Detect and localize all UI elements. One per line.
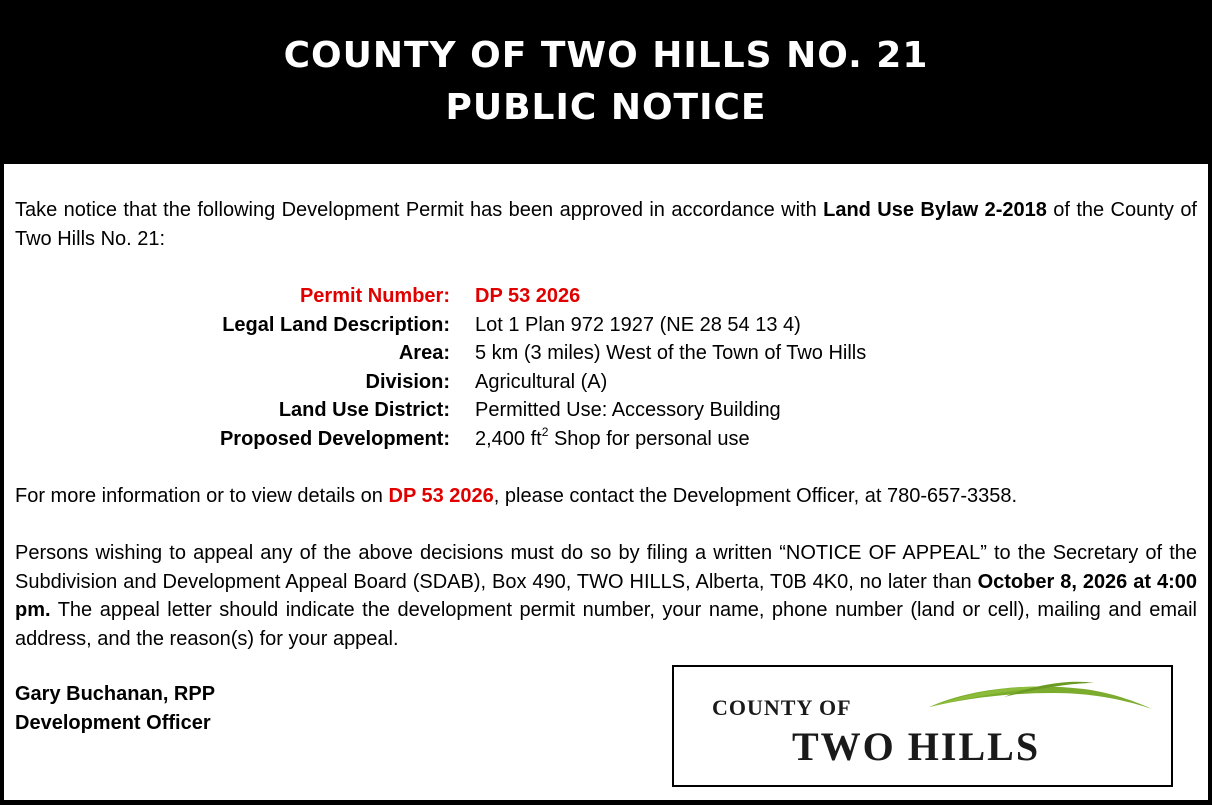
appeal-text-end: The appeal letter should indicate the development permit number, your name, phone number (land or cell), mailing and email address, and the reason(s) for your appeal. [15,599,1197,650]
detail-label: Permit Number: [299,285,450,307]
header-title: COUNTY OF TWO HILLS NO. 21 [283,35,929,76]
detail-label: Legal Land Description: [222,313,450,336]
info-text-end: , please contact the Development Officer, at 780-657-3358. [493,485,1018,507]
county-logo [672,665,1173,787]
info-permit-number: DP 53 2026 [388,485,494,507]
bylaw-reference: Land Use Bylaw 2-2018 [823,199,1047,221]
detail-label: Land Use District: [278,399,450,422]
detail-row-permit-number [4,282,1208,311]
notice-body [4,164,1208,800]
info-text: For more information or to view details on [15,485,389,507]
appeal-paragraph [15,539,1197,653]
detail-row-division [4,368,1208,397]
header-subtitle: PUBLIC NOTICE [445,87,767,128]
detail-label: Division: [365,370,450,393]
signature-block [15,680,215,738]
notice-header [0,0,1212,163]
detail-row-area [4,339,1208,368]
appeal-deadline: October 8, 2026 at 4:00 pm. [15,570,1197,622]
superscript: 2 [541,425,549,440]
detail-value: Lot 1 Plan 972 1927 (NE 28 54 13 4) [475,313,801,336]
intro-paragraph [15,196,1197,253]
info-paragraph [15,482,1197,511]
detail-value: 5 km (3 miles) West of the Town of Two Hills [475,342,867,365]
detail-value-use: Shop for personal use [548,427,750,450]
appeal-text: Persons wishing to appeal any of the above decisions must do so by filing a written “NOTICE OF APPEAL” to the Secretary of the Subdivision and Development Appeal Board (SDAB), Box 490, TWO HILLS, Alberta, T0B 4K0, no later than [15,542,1197,593]
detail-row-proposed-development [4,425,1208,454]
detail-value: Agricultural (A) [475,370,608,393]
logo-county-of: COUNTY OF [712,695,852,720]
intro-text-end: of the County of Two Hills No. 21: [15,199,1197,250]
detail-label: Area: [398,342,450,365]
detail-value [475,425,750,454]
detail-row-land-use-district [4,396,1208,425]
signature-name: Gary Buchanan, RPP [15,683,216,705]
signature-title: Development Officer [15,712,211,734]
detail-value: DP 53 2026 [475,285,581,307]
logo-two-hills: TWO HILLS [792,724,1041,769]
detail-label: Proposed Development: [219,427,450,450]
detail-value: Permitted Use: Accessory Building [475,399,781,422]
intro-text: Take notice that the following Development Permit has been approved in accordance with [15,199,824,221]
detail-row-legal-land [4,311,1208,340]
permit-details [4,282,1208,454]
detail-value-area: 2,400 ft [475,427,542,450]
